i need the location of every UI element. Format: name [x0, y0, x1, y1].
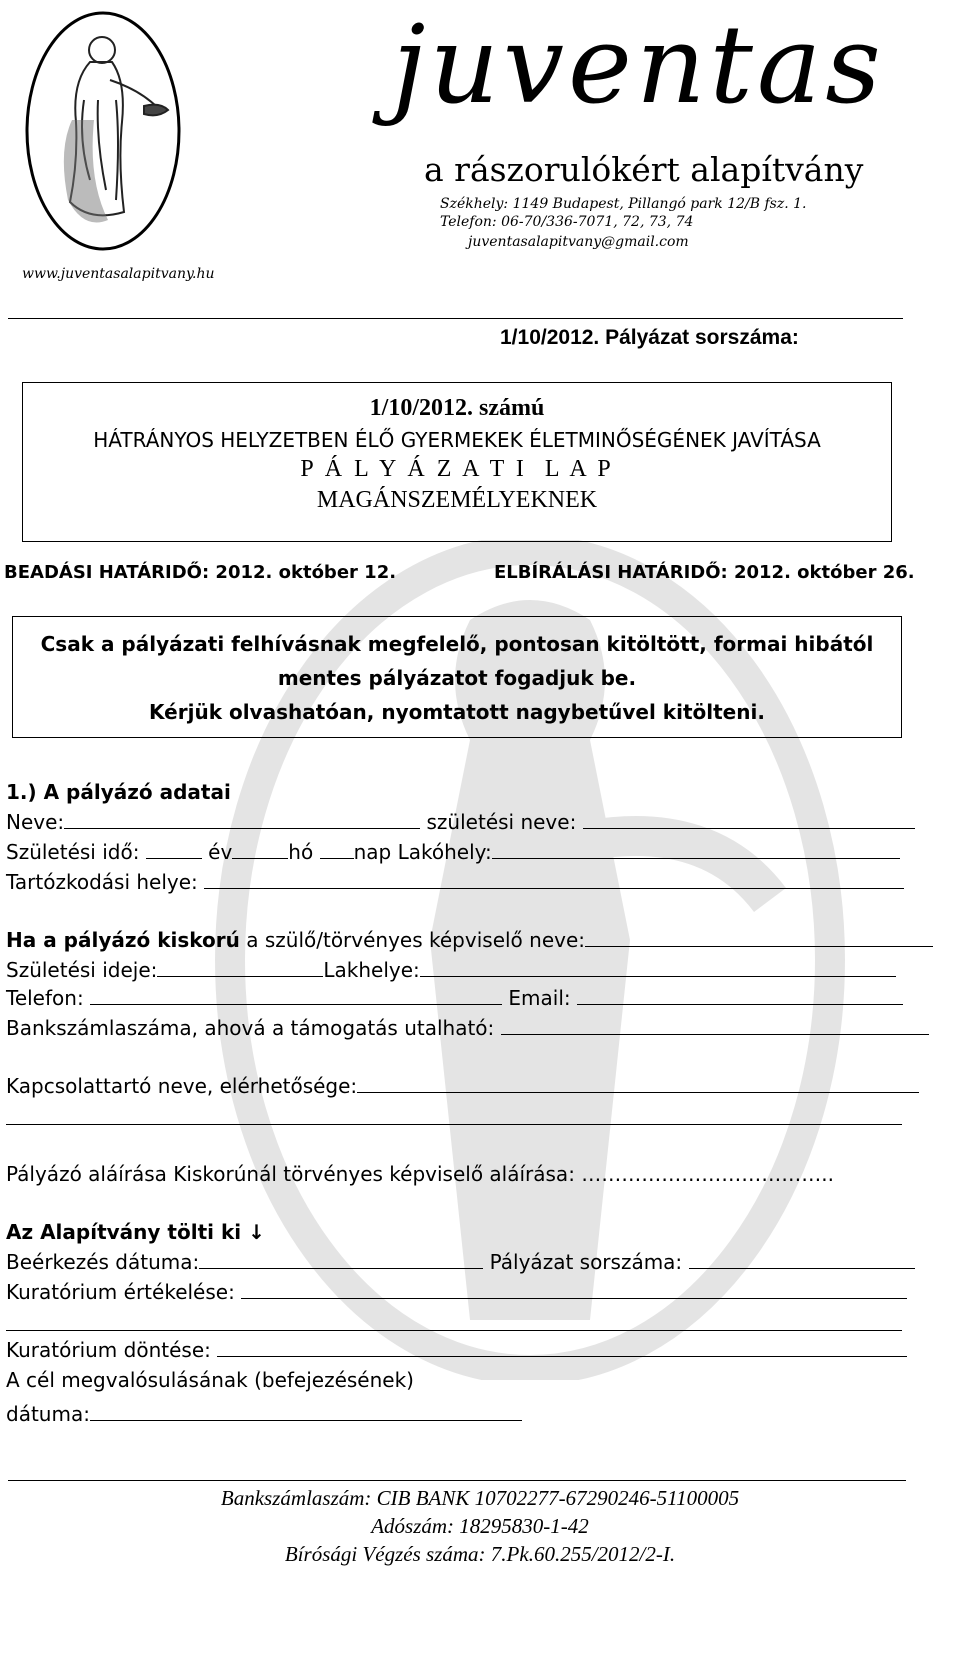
decision-label: Kuratórium döntése:	[6, 1338, 211, 1362]
submit-deadline: BEADÁSI HATÁRIDŐ: 2012. október 12.	[4, 562, 397, 583]
signature-label: Pályázó aláírása Kiskorúnál törvényes képviselő aláírása:	[6, 1162, 575, 1186]
foundation-heading: Az Alapítvány tölti ki	[6, 1220, 242, 1244]
notice-line-1: Csak a pályázati felhívásnak megfelelő, pontosan kitöltött, formai hibától	[40, 632, 874, 656]
email-label: Email:	[508, 986, 571, 1010]
title-box	[22, 382, 892, 542]
phone-label: Telefon:	[6, 986, 84, 1010]
guardian-label: a szülő/törvényes képviselő neve:	[246, 928, 586, 952]
minor-label-bold: Ha a pályázó kiskorú	[6, 928, 240, 952]
number-field[interactable]	[689, 1250, 915, 1269]
goal-date-field[interactable]	[90, 1402, 522, 1421]
birth-date-label: Születési idő:	[6, 840, 140, 864]
header-divider	[8, 318, 903, 319]
signature-row	[6, 1162, 834, 1186]
guardian-row	[6, 928, 933, 952]
birth-date-row	[6, 840, 900, 864]
bank-label: Bankszámlaszáma, ahová a támogatás utalható:	[6, 1016, 495, 1040]
guardian-residence-field[interactable]	[420, 958, 896, 977]
residence-label: Lakóhely:	[397, 840, 492, 864]
goal-date-row	[6, 1402, 522, 1426]
phone-field[interactable]	[90, 986, 502, 1005]
reference-line: 1/10/2012. Pályázat sorszáma:	[500, 326, 799, 349]
title-number: 1/10/2012. számú	[369, 395, 545, 421]
birth-month-field[interactable]	[232, 840, 288, 859]
guardian-birth-field[interactable]	[157, 958, 323, 977]
arrival-field[interactable]	[199, 1250, 483, 1269]
arrow-down-icon: ↓	[248, 1220, 265, 1244]
contact-person-label: Kapcsolattartó neve, elérhetősége:	[6, 1074, 358, 1098]
contact-person-field[interactable]	[357, 1074, 919, 1093]
stay-field[interactable]	[204, 870, 904, 889]
website-url: www.juventasalapitvany.hu	[22, 266, 215, 282]
birth-name-field[interactable]	[583, 810, 915, 829]
guardian-field[interactable]	[585, 928, 933, 947]
birth-year-field[interactable]	[146, 840, 202, 859]
brand-logo-text: juventas	[392, 3, 885, 128]
section-heading: 1.) A pályázó adatai	[6, 780, 231, 804]
birth-name-label: születési neve:	[426, 810, 577, 834]
year-label: év	[208, 840, 233, 864]
footer-court: Bírósági Végzés száma: 7.Pk.60.255/2012/2-I.	[284, 1542, 676, 1566]
contact-person-field-2[interactable]	[6, 1124, 902, 1125]
eval-field[interactable]	[241, 1280, 907, 1299]
guardian-residence-label: Lakhelye:	[323, 958, 420, 982]
arrival-label: Beérkezés dátuma:	[6, 1250, 200, 1274]
eval-field-2[interactable]	[6, 1330, 902, 1331]
foundation-heading-row	[6, 1220, 265, 1244]
decision-row	[6, 1338, 907, 1362]
goal-date-label: dátuma:	[6, 1402, 90, 1426]
name-label: Neve:	[6, 810, 65, 834]
stay-label: Tartózkodási helye:	[6, 870, 198, 894]
address: Székhely: 1149 Budapest, Pillangó park 12/B fsz. 1.	[440, 196, 807, 212]
guardian-birth-label: Születési ideje:	[6, 958, 158, 982]
footer-tax: Adószám: 18295830-1-42	[371, 1514, 589, 1538]
name-field[interactable]	[64, 810, 420, 829]
judge-deadline: ELBÍRÁLÁSI HATÁRIDŐ: 2012. október 26.	[494, 562, 915, 583]
birth-day-field[interactable]	[320, 840, 354, 859]
decision-field[interactable]	[217, 1338, 907, 1357]
stay-row	[6, 870, 904, 894]
month-label: hó	[288, 840, 314, 864]
notice-line-2: mentes pályázatot fogadjuk be.	[277, 666, 637, 690]
guardian-birth-row	[6, 958, 896, 982]
title-audience: MAGÁNSZEMÉLYEKNEK	[316, 487, 598, 513]
notice-box	[12, 616, 902, 738]
bank-field[interactable]	[501, 1016, 929, 1035]
footer-bank: Bankszámlaszám: CIB BANK 10702277-67290246-51100005	[220, 1486, 740, 1510]
eval-row	[6, 1280, 907, 1304]
phone-info: Telefon: 06-70/336-7071, 72, 73, 74	[440, 214, 694, 230]
bank-row	[6, 1016, 929, 1040]
notice-line-3: Kérjük olvashatóan, nyomtatott nagybetűvel kitölteni.	[149, 700, 765, 724]
contact-row	[6, 986, 903, 1010]
residence-field[interactable]	[492, 840, 900, 859]
title-main: HÁTRÁNYOS HELYZETBEN ÉLŐ GYERMEKEK ÉLETMINŐSÉGÉNEK JAVÍTÁSA	[93, 428, 821, 452]
day-label: nap	[353, 840, 392, 864]
email-field[interactable]	[577, 986, 903, 1005]
tagline: a rászorulókért alapítvány	[424, 150, 864, 189]
logo-statue-icon	[24, 10, 182, 252]
name-row	[6, 810, 915, 834]
goal-label: A cél megvalósulásának (befejezésének)	[6, 1368, 414, 1392]
arrival-row	[6, 1250, 915, 1274]
number-label: Pályázat sorszáma:	[489, 1250, 683, 1274]
eval-label: Kuratórium értékelése:	[6, 1280, 235, 1304]
email-info: juventasalapitvany@gmail.com	[468, 234, 689, 250]
title-form: P Á L Y Á Z A T I L A P	[300, 456, 614, 482]
footer-divider	[8, 1480, 906, 1481]
contact-person-row	[6, 1074, 919, 1098]
signature-dots: ………………………………..	[581, 1162, 835, 1186]
